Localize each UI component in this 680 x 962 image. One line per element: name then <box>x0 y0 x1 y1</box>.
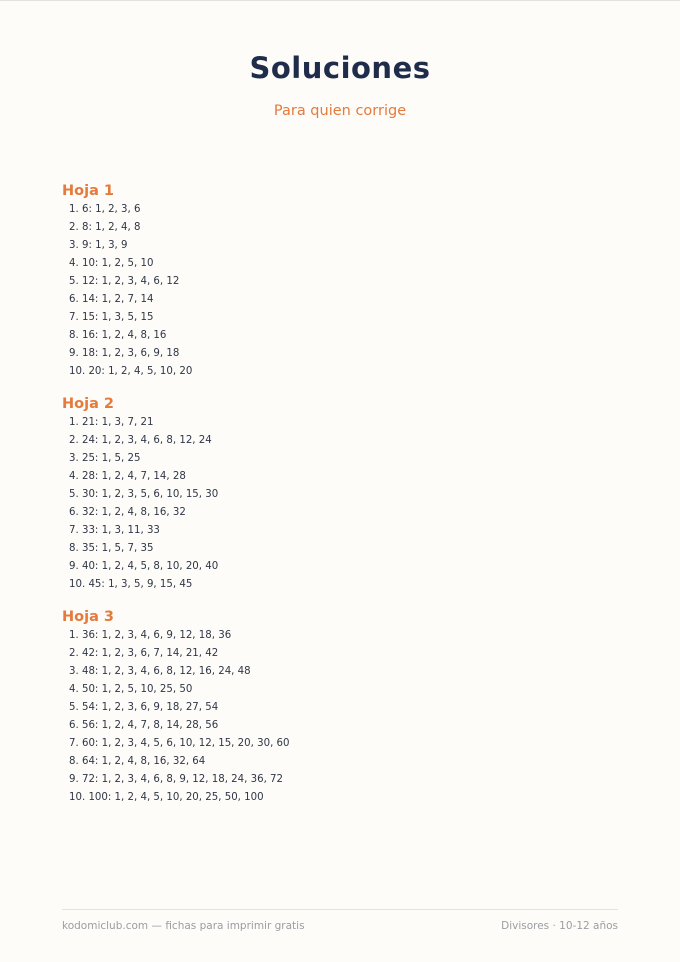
solution-section <box>62 394 290 594</box>
solution-item: 1. 21: 1, 3, 7, 21 <box>69 417 154 428</box>
solution-item: 4. 50: 1, 2, 5, 10, 25, 50 <box>69 684 193 695</box>
solution-item: 9. 40: 1, 2, 4, 5, 8, 10, 20, 40 <box>69 561 219 572</box>
solution-item: 7. 60: 1, 2, 3, 4, 5, 6, 10, 12, 15, 20, 30, 60 <box>69 738 290 749</box>
solution-item: 4. 10: 1, 2, 5, 10 <box>69 258 154 269</box>
footer-site-text: kodomiclub.com — fichas para imprimir gratis <box>62 920 305 932</box>
solution-item: 1. 6: 1, 2, 3, 6 <box>69 204 141 215</box>
solution-item: 9. 18: 1, 2, 3, 6, 9, 18 <box>69 348 180 359</box>
footer-topic-text: Divisores · 10-12 años <box>501 920 618 932</box>
solution-item: 8. 16: 1, 2, 4, 8, 16 <box>69 330 167 341</box>
solution-item: 6. 32: 1, 2, 4, 8, 16, 32 <box>69 507 186 518</box>
solution-section <box>62 607 290 807</box>
solution-item: 6. 14: 1, 2, 7, 14 <box>69 294 154 305</box>
footer-divider <box>62 909 618 910</box>
section-title: Hoja 1 <box>62 183 114 199</box>
solution-item: 7. 33: 1, 3, 11, 33 <box>69 525 160 536</box>
section-title: Hoja 2 <box>62 396 114 412</box>
solution-item: 9. 72: 1, 2, 3, 4, 6, 8, 9, 12, 18, 24, 36, 72 <box>69 774 284 785</box>
page-subtitle: Para quien corrige <box>273 103 407 119</box>
solution-item: 3. 9: 1, 3, 9 <box>69 240 128 251</box>
solution-item: 3. 48: 1, 2, 3, 4, 6, 8, 12, 16, 24, 48 <box>69 666 251 677</box>
solution-item: 10. 45: 1, 3, 5, 9, 15, 45 <box>69 579 193 590</box>
section-title: Hoja 3 <box>62 609 114 625</box>
page-title: Soluciones <box>249 51 431 85</box>
solutions-list <box>62 181 290 820</box>
solution-item: 1. 36: 1, 2, 3, 4, 6, 9, 12, 18, 36 <box>69 630 232 641</box>
solution-item: 4. 28: 1, 2, 4, 7, 14, 28 <box>69 471 186 482</box>
solution-item: 10. 100: 1, 2, 4, 5, 10, 20, 25, 50, 100 <box>69 792 264 803</box>
solution-item: 5. 12: 1, 2, 3, 4, 6, 12 <box>69 276 180 287</box>
solution-section <box>62 181 290 381</box>
solution-item: 10. 20: 1, 2, 4, 5, 10, 20 <box>69 366 193 377</box>
solution-item: 8. 64: 1, 2, 4, 8, 16, 32, 64 <box>69 756 206 767</box>
solution-item: 2. 24: 1, 2, 3, 4, 6, 8, 12, 24 <box>69 435 212 446</box>
solution-item: 2. 42: 1, 2, 3, 6, 7, 14, 21, 42 <box>69 648 219 659</box>
solution-item: 5. 54: 1, 2, 3, 6, 9, 18, 27, 54 <box>69 702 219 713</box>
solution-item: 7. 15: 1, 3, 5, 15 <box>69 312 154 323</box>
solution-item: 2. 8: 1, 2, 4, 8 <box>69 222 141 233</box>
solution-item: 8. 35: 1, 5, 7, 35 <box>69 543 154 554</box>
solution-item: 5. 30: 1, 2, 3, 5, 6, 10, 15, 30 <box>69 489 219 500</box>
solution-item: 6. 56: 1, 2, 4, 7, 8, 14, 28, 56 <box>69 720 219 731</box>
solution-item: 3. 25: 1, 5, 25 <box>69 453 141 464</box>
